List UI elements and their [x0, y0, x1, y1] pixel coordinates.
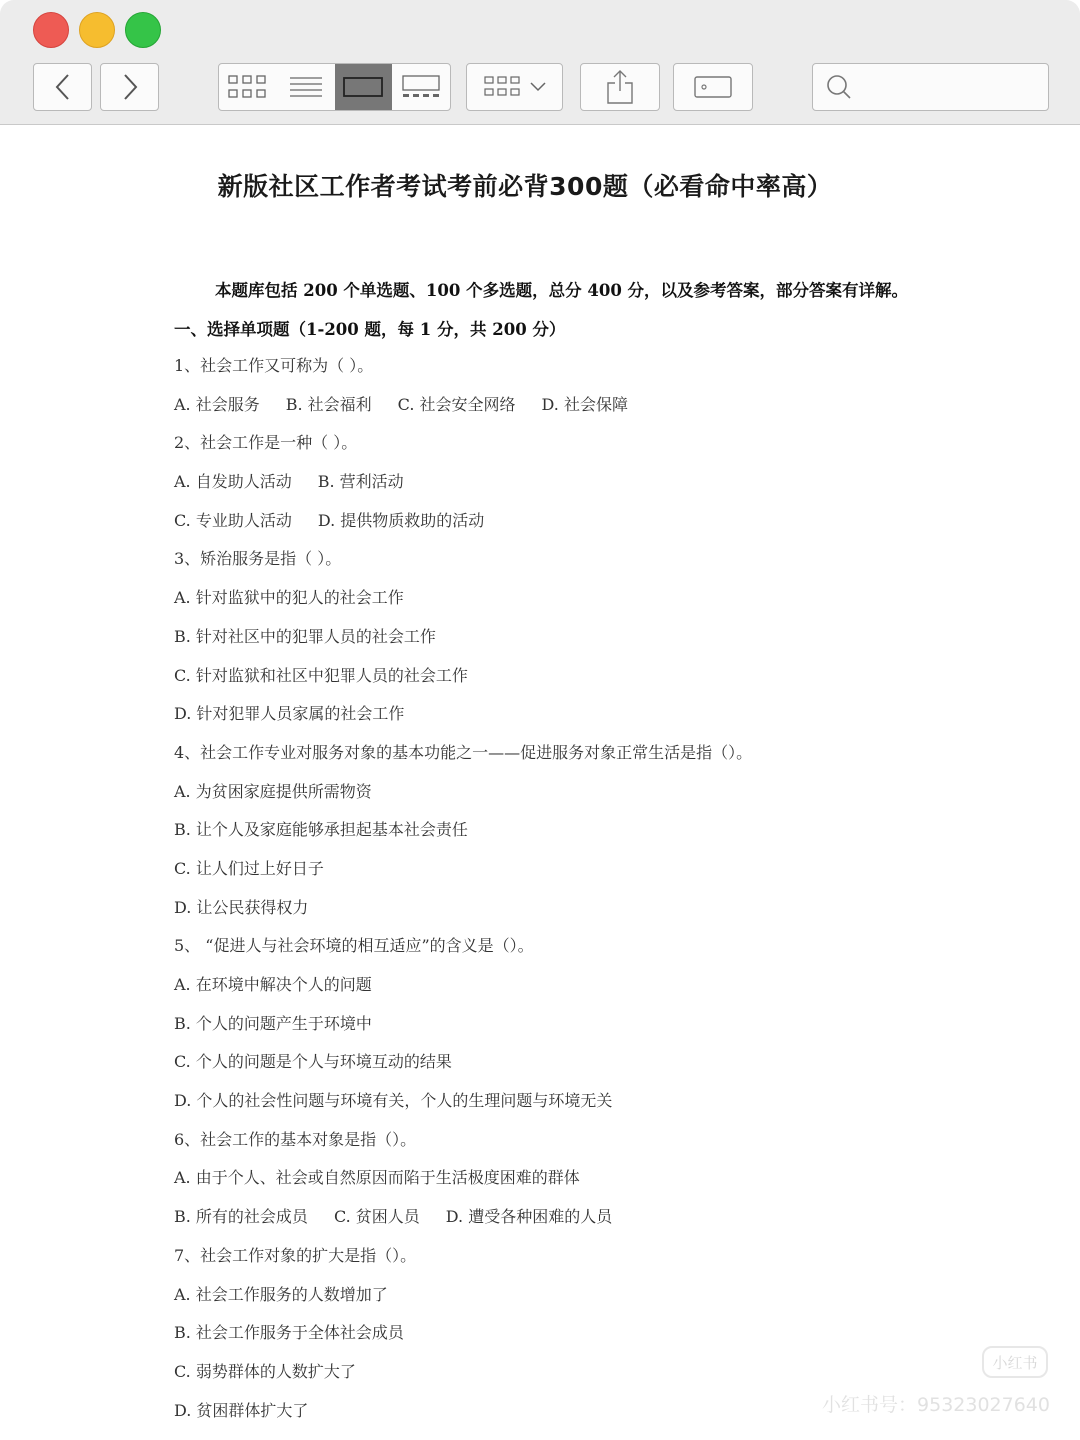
chevron-down-icon: [529, 81, 547, 93]
question-line: 1、社会工作又可称为（ ）。: [174, 356, 374, 375]
list-view-button[interactable]: [277, 64, 335, 110]
icon-view-button[interactable]: [219, 64, 277, 110]
option-text: D. 提供物质救助的活动: [317, 510, 485, 530]
question-line: D. 让公民获得权力: [174, 897, 309, 917]
document-title: 新版社区工作者考试考前必背300题（必看命中率高）: [217, 172, 833, 201]
option-text: A. 自发助人活动: [174, 472, 292, 492]
view-mode-control: [218, 63, 451, 111]
single-page-view-button[interactable]: [335, 64, 393, 110]
question-line: D. 贫困群体扩大了: [174, 1400, 309, 1420]
question-line: D. 个人的社会性问题与环境有关，个人的生理问题与环境无关: [174, 1091, 613, 1111]
question-line: 5、 “促进人与社会环境的相互适应”的含义是（）。: [174, 936, 534, 956]
grid-icon: [228, 74, 268, 100]
question-line: B. 社会工作服务于全体社会成员: [174, 1323, 404, 1343]
close-window-button[interactable]: [33, 12, 69, 48]
share-icon: [606, 69, 634, 105]
question-line: B. 针对社区中的犯罪人员的社会工作: [174, 626, 436, 646]
share-button[interactable]: [580, 63, 660, 111]
question-line: A. 针对监狱中的犯人的社会工作: [174, 588, 404, 608]
question-line: C. 针对监狱和社区中犯罪人员的社会工作: [174, 665, 468, 685]
minimize-window-button[interactable]: [79, 12, 115, 48]
question-line: A. 由于个人、社会或自然原因而陷于生活极度困难的群体: [174, 1168, 580, 1188]
question-line: C. 个人的问题是个人与环境互动的结果: [174, 1052, 452, 1072]
option-text: A. 社会服务: [174, 394, 260, 414]
search-icon: [825, 73, 853, 101]
option-row: [174, 510, 994, 549]
question-line: A. 社会工作服务的人数增加了: [174, 1284, 388, 1304]
search-input[interactable]: [859, 68, 1043, 106]
option-row: [174, 1206, 994, 1245]
option-text: C. 专业助人活动: [174, 510, 292, 530]
chevron-right-icon: [120, 72, 140, 102]
toolbar: [0, 0, 1080, 125]
document-page: [0, 125, 1080, 1440]
option-text: D. 社会保障: [541, 394, 628, 414]
option-row: [174, 471, 994, 510]
option-row: [174, 394, 994, 433]
question-line: 4、社会工作专业对服务对象的基本功能之一——促进服务对象正常生活是指（）。: [174, 742, 753, 762]
question-line: A. 为贫困家庭提供所需物资: [174, 781, 372, 801]
question-line: B. 让个人及家庭能够承担起基本社会责任: [174, 820, 468, 840]
back-button[interactable]: [33, 63, 92, 111]
arrange-grid-icon: [483, 76, 523, 98]
option-text: C. 社会安全网络: [397, 394, 516, 414]
chevron-left-icon: [53, 72, 73, 102]
watermark-logo: 小红书: [982, 1346, 1048, 1378]
section-heading: 一、选择单项题（1-200 题，每 1 分，共 200 分）: [174, 320, 566, 339]
tag-button[interactable]: [673, 63, 753, 111]
tag-icon: [693, 74, 733, 100]
question-line: D. 针对犯罪人员家属的社会工作: [174, 704, 405, 724]
question-line: 6、社会工作的基本对象是指（）。: [174, 1129, 417, 1149]
watermark-id: 小红书号：95323027640: [822, 1394, 1050, 1416]
option-text: B. 所有的社会成员: [174, 1207, 308, 1227]
option-text: B. 营利活动: [317, 472, 404, 492]
question-line: 2、社会工作是一种（ ）。: [174, 433, 358, 453]
forward-button[interactable]: [100, 63, 159, 111]
intro-paragraph: 本题库包括 200 个单选题、100 个多选题，总分 400 分，以及参考答案，部分答案有详解。: [215, 281, 909, 300]
question-line: B. 个人的问题产生于环境中: [174, 1013, 372, 1033]
filmstrip-icon: [401, 74, 441, 100]
question-line: C. 弱势群体的人数扩大了: [174, 1361, 356, 1381]
list-icon: [289, 75, 323, 99]
question-line: A. 在环境中解决个人的问题: [174, 975, 372, 994]
option-text: B. 社会福利: [285, 394, 372, 414]
option-text: D. 遭受各种困难的人员: [445, 1207, 613, 1227]
zoom-window-button[interactable]: [125, 12, 161, 48]
question-line: 3、矫治服务是指（ ）。: [174, 549, 342, 569]
arrange-dropdown[interactable]: [466, 63, 563, 111]
option-text: C. 贫困人员: [333, 1207, 420, 1227]
question-list: [174, 355, 994, 1438]
question-line: C. 让人们过上好日子: [174, 858, 324, 878]
question-line: 7、社会工作对象的扩大是指（）。: [174, 1245, 417, 1265]
single-page-icon: [343, 76, 383, 98]
search-field[interactable]: [812, 63, 1049, 111]
contact-sheet-view-button[interactable]: [392, 64, 450, 110]
